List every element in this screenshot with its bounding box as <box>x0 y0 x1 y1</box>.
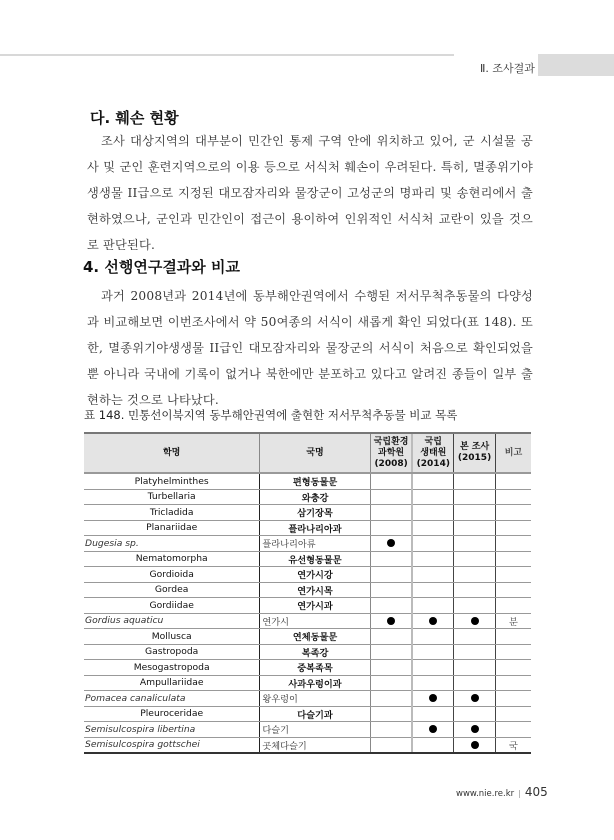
cell-presence-b <box>412 629 453 645</box>
table-body <box>84 473 531 753</box>
cell-presence-b <box>412 644 453 660</box>
page-footer <box>456 781 548 800</box>
cell-korean-name: 편형동물문 <box>260 473 370 489</box>
cell-note <box>495 644 531 660</box>
cell-scientific-name: Ampullariidae <box>84 675 260 691</box>
cell-note <box>495 598 531 614</box>
cell-korean-name: 연가시목 <box>260 582 370 598</box>
presence-dot-icon <box>387 617 395 625</box>
table-row <box>84 722 531 738</box>
cell-scientific-name: Semisulcospira gottschei <box>84 737 260 753</box>
cell-presence-b <box>412 737 453 753</box>
cell-presence-a <box>370 489 412 505</box>
cell-presence-c <box>454 737 496 753</box>
table-row <box>84 691 531 707</box>
table-row <box>84 505 531 521</box>
cell-korean-name: 플라나리아과 <box>260 520 370 536</box>
table-row <box>84 613 531 629</box>
header-rule <box>0 54 454 56</box>
chapter-label: Ⅱ. 조사결과 <box>480 62 535 75</box>
cell-presence-a <box>370 567 412 583</box>
page-number: 405 <box>524 785 548 799</box>
cell-presence-c <box>454 675 496 691</box>
cell-scientific-name: Gordea <box>84 582 260 598</box>
table-row <box>84 567 531 583</box>
cell-korean-name: 복족강 <box>260 644 370 660</box>
table-row <box>84 644 531 660</box>
cell-presence-c <box>454 660 496 676</box>
presence-dot-icon <box>471 617 479 625</box>
cell-note <box>495 505 531 521</box>
cell-korean-name: 와충강 <box>260 489 370 505</box>
cell-note <box>495 489 531 505</box>
cell-korean-name: 다슬기과 <box>260 706 370 722</box>
paragraph-comparison: 과거 2008년과 2014년에 동부해안권역에서 수행된 저서무척추동물의 다양성과 비교해보면 이번조사에서 약 50여종의 서식이 새롭게 확인 되었다(표 148). 또한, 멸종위기야생생물 II급인 대모잠자리와 물장군의 서식이 처음으로 확인되었을 뿐 아니라 국내에 기록이 없거나 북한에만 분포하고 있다고 알려진 종들이 일부 출현하는 것으로 나타났다. <box>87 289 533 407</box>
cell-note <box>495 629 531 645</box>
cell-presence-b <box>412 660 453 676</box>
table-row <box>84 598 531 614</box>
cell-scientific-name: Platyhelminthes <box>84 473 260 489</box>
cell-korean-name: 왕우렁이 <box>260 691 370 707</box>
cell-presence-a <box>370 520 412 536</box>
cell-scientific-name: Pomacea canaliculata <box>84 691 260 707</box>
cell-korean-name: 유선형동물문 <box>260 551 370 567</box>
cell-note <box>495 567 531 583</box>
table-row <box>84 737 531 753</box>
cell-korean-name: 중복족목 <box>260 660 370 676</box>
cell-presence-c <box>454 536 496 552</box>
cell-presence-a <box>370 675 412 691</box>
cell-scientific-name: Turbellaria <box>84 489 260 505</box>
cell-scientific-name: Mesogastropoda <box>84 660 260 676</box>
cell-presence-b <box>412 691 453 707</box>
cell-presence-b <box>412 536 453 552</box>
presence-dot-icon <box>429 694 437 702</box>
presence-dot-icon <box>429 617 437 625</box>
cell-presence-b <box>412 722 453 738</box>
cell-note <box>495 722 531 738</box>
cell-presence-a <box>370 644 412 660</box>
cell-korean-name: 사과우렁이과 <box>260 675 370 691</box>
cell-presence-a <box>370 505 412 521</box>
cell-presence-c <box>454 706 496 722</box>
presence-dot-icon <box>471 741 479 749</box>
table-row <box>84 629 531 645</box>
cell-presence-a <box>370 598 412 614</box>
cell-presence-c <box>454 567 496 583</box>
cell-presence-b <box>412 567 453 583</box>
cell-korean-name: 플라나리아류 <box>260 536 370 552</box>
cell-note: 국 <box>495 737 531 753</box>
cell-presence-c <box>454 520 496 536</box>
presence-dot-icon <box>471 694 479 702</box>
cell-korean-name: 연체동물문 <box>260 629 370 645</box>
header-this-survey-2015: 본 조사 (2015) <box>454 433 496 473</box>
cell-presence-c <box>454 629 496 645</box>
table-row <box>84 551 531 567</box>
cell-note <box>495 582 531 598</box>
cell-note <box>495 675 531 691</box>
table-row <box>84 520 531 536</box>
cell-presence-b <box>412 473 453 489</box>
cell-korean-name: 연가시강 <box>260 567 370 583</box>
cell-presence-b <box>412 613 453 629</box>
cell-scientific-name: Mollusca <box>84 629 260 645</box>
presence-dot-icon <box>471 725 479 733</box>
cell-scientific-name: Gordioida <box>84 567 260 583</box>
cell-note <box>495 551 531 567</box>
table-header-row <box>84 433 531 473</box>
table-row <box>84 675 531 691</box>
cell-presence-c <box>454 613 496 629</box>
cell-presence-a <box>370 706 412 722</box>
cell-note <box>495 536 531 552</box>
cell-presence-a <box>370 473 412 489</box>
cell-korean-name: 삼기장목 <box>260 505 370 521</box>
header-nier-2008: 국립환경 과학원 (2008) <box>370 433 412 473</box>
cell-korean-name: 곳체다슬기 <box>260 737 370 753</box>
cell-presence-c <box>454 598 496 614</box>
cell-presence-a <box>370 691 412 707</box>
cell-presence-c <box>454 505 496 521</box>
table-row <box>84 706 531 722</box>
cell-scientific-name: Gastropoda <box>84 644 260 660</box>
cell-presence-a <box>370 582 412 598</box>
cell-scientific-name: Pleuroceridae <box>84 706 260 722</box>
cell-presence-a <box>370 551 412 567</box>
cell-note <box>495 660 531 676</box>
cell-scientific-name: Nematomorpha <box>84 551 260 567</box>
chapter-tab-block <box>538 54 614 76</box>
cell-presence-a <box>370 660 412 676</box>
paragraph-damage: 조사 대상지역의 대부분이 민간인 통제 구역 안에 위치하고 있어, 군 시설물 공사 및 군인 훈련지역으로의 이용 등으로 서식처 훼손이 우려된다. 특히, 멸종위기야생생물 II급으로 지정된 대모잠자리와 물장군이 고성군의 명파리 및 송현리에서 출현하였으나, 군인과 민간인이 접근이 용이하여 인위적인 서식처 교란이 있을 것으로 판단된다. <box>87 134 533 252</box>
cell-presence-b <box>412 582 453 598</box>
footer-separator: | <box>518 789 521 798</box>
cell-presence-c <box>454 691 496 707</box>
table-row <box>84 489 531 505</box>
cell-presence-a <box>370 613 412 629</box>
cell-note <box>495 691 531 707</box>
cell-presence-c <box>454 644 496 660</box>
section-heading-damage: 다. 훼손 현황 <box>90 109 179 127</box>
header-scientific-name: 학명 <box>84 433 260 473</box>
cell-presence-b <box>412 598 453 614</box>
cell-korean-name: 연가시 <box>260 613 370 629</box>
cell-presence-c <box>454 582 496 598</box>
cell-presence-c <box>454 489 496 505</box>
section-heading-comparison: 4. 선행연구결과와 비교 <box>83 258 240 276</box>
cell-scientific-name: Gordius aquaticu <box>84 613 260 629</box>
cell-presence-b <box>412 675 453 691</box>
cell-presence-a <box>370 737 412 753</box>
cell-note <box>495 520 531 536</box>
cell-scientific-name: Semisulcospira libertina <box>84 722 260 738</box>
table-caption: 표 148. 민통선이북지역 동부해안권역에 출현한 저서무척추동물 비교 목록 <box>84 408 458 422</box>
cell-presence-b <box>412 520 453 536</box>
footer-url: www.nie.re.kr <box>456 789 515 799</box>
table-row <box>84 660 531 676</box>
cell-presence-b <box>412 505 453 521</box>
header-note: 비고 <box>495 433 531 473</box>
cell-note: 분 <box>495 613 531 629</box>
cell-presence-a <box>370 722 412 738</box>
cell-scientific-name: Planariidae <box>84 520 260 536</box>
cell-presence-a <box>370 629 412 645</box>
cell-presence-c <box>454 722 496 738</box>
cell-presence-b <box>412 706 453 722</box>
cell-note <box>495 706 531 722</box>
table-row <box>84 473 531 489</box>
cell-korean-name: 연가시과 <box>260 598 370 614</box>
table-row <box>84 582 531 598</box>
cell-presence-b <box>412 489 453 505</box>
cell-presence-c <box>454 551 496 567</box>
cell-presence-a <box>370 536 412 552</box>
cell-note <box>495 473 531 489</box>
header-nie-2014: 국립 생태원 (2014) <box>412 433 453 473</box>
cell-scientific-name: Dugesia sp. <box>84 536 260 552</box>
cell-presence-b <box>412 551 453 567</box>
cell-korean-name: 다슬기 <box>260 722 370 738</box>
presence-dot-icon <box>387 539 395 547</box>
cell-presence-c <box>454 473 496 489</box>
cell-scientific-name: Tricladida <box>84 505 260 521</box>
presence-dot-icon <box>429 725 437 733</box>
cell-scientific-name: Gordiidae <box>84 598 260 614</box>
header-korean-name: 국명 <box>260 433 370 473</box>
table-row <box>84 536 531 552</box>
species-comparison-table <box>84 432 531 754</box>
